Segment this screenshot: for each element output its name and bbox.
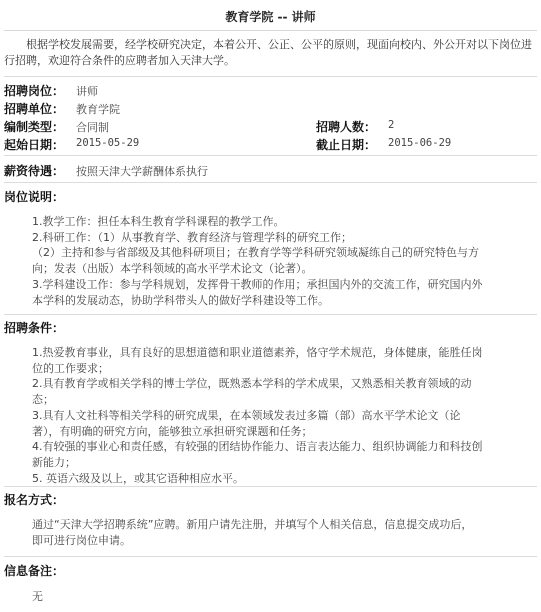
end-date-value: 2015-06-29 <box>388 137 452 149</box>
application-block <box>32 517 532 548</box>
divider <box>4 556 537 557</box>
requirements-block <box>32 345 532 486</box>
requirements-label: 招聘条件： <box>4 321 65 335</box>
intro-paragraph: 根据学校发展需要，经学校研究决定，本着公开、公正、公平的原则，现面向校内、外公开对以下岗位进行招聘，欢迎符合条件的应聘者加入天津大学。 <box>4 38 532 67</box>
requirement-line: 位的工作要求； <box>32 361 109 375</box>
application-line: 通过“天津大学招聘系统”应聘。新用户请先注册，并填写个人相关信息，信息提交成功后， <box>32 518 473 531</box>
description-line: 3.学科建设工作：参与学科规划，发挥骨干教师的作用；承担国内外的交流工作，研究国内外 <box>32 277 483 291</box>
requirement-line: 1.热爱教育事业，具有良好的思想道德和职业道德素养，恪守学术规范，身体健康，能胜任岗 <box>32 346 483 359</box>
staff-type-label: 编制类型： <box>4 120 65 134</box>
divider <box>4 314 537 315</box>
divider <box>4 182 537 183</box>
requirement-line: 2.具有教育学或相关学科的博士学位，既熟悉本学科的学术成果，又熟悉相关教育领域的动 <box>32 377 472 391</box>
requirement-line: 4.有较强的事业心和责任感，有较强的团结协作能力、语言表达能力、组织协调能力和科技创 <box>32 440 483 454</box>
start-date-value: 2015-05-29 <box>76 137 140 149</box>
description-line: 向；发表（出版）本学科领域的高水平学术论文（论著）。 <box>32 262 313 276</box>
headcount-value: 2 <box>388 119 395 131</box>
description-line: 1.教学工作：担任本科生教育学科课程的教学工作。 <box>32 215 285 228</box>
divider <box>4 76 537 77</box>
divider <box>4 155 537 156</box>
position-value: 讲师 <box>76 85 98 98</box>
requirement-line: 著），有明确的研究方向，能够独立承担研究课题和任务； <box>32 424 313 438</box>
end-date-label: 截止日期： <box>316 138 377 152</box>
requirement-line: 5. 英语六级及以上，或其它语种相应水平。 <box>32 471 244 485</box>
notes-label: 信息备注： <box>4 564 65 578</box>
unit-value: 教育学院 <box>76 103 120 116</box>
staff-type-value: 合同制 <box>76 121 109 134</box>
notes-value: 无 <box>32 590 43 603</box>
description-line: 本学科的发展动态，协助学科带头人的做好学科建设等工作。 <box>32 293 329 307</box>
salary-label: 薪资待遇： <box>4 164 65 178</box>
application-line: 即可进行岗位申请。 <box>32 533 131 547</box>
requirement-line: 3.具有人文社科等相关学科的研究成果，在本领域发表过多篇（部）高水平学术论文（论 <box>32 408 461 422</box>
page-title: 教育学院 -- 讲师 <box>225 10 316 24</box>
headcount-label: 招聘人数： <box>316 120 377 134</box>
requirement-line: 态； <box>32 393 54 407</box>
divider <box>4 486 537 487</box>
description-line: 2.科研工作：（1）从事教育学、教育经济与管理学科的研究工作； <box>32 230 352 244</box>
requirement-line: 新能力； <box>32 455 76 469</box>
application-label: 报名方式： <box>4 493 65 507</box>
position-label: 招聘岗位： <box>4 84 65 98</box>
description-block <box>32 214 532 308</box>
description-label: 岗位说明： <box>4 190 65 204</box>
title-divider <box>4 30 537 31</box>
unit-label: 招聘单位： <box>4 102 65 116</box>
start-date-label: 起始日期： <box>4 138 65 152</box>
salary-value: 按照天津大学薪酬体系执行 <box>76 165 208 178</box>
description-line: （2）主持和参与省部级及其他科研项目；在教育学等学科研究领域凝练自己的研究特色与方 <box>32 246 479 260</box>
